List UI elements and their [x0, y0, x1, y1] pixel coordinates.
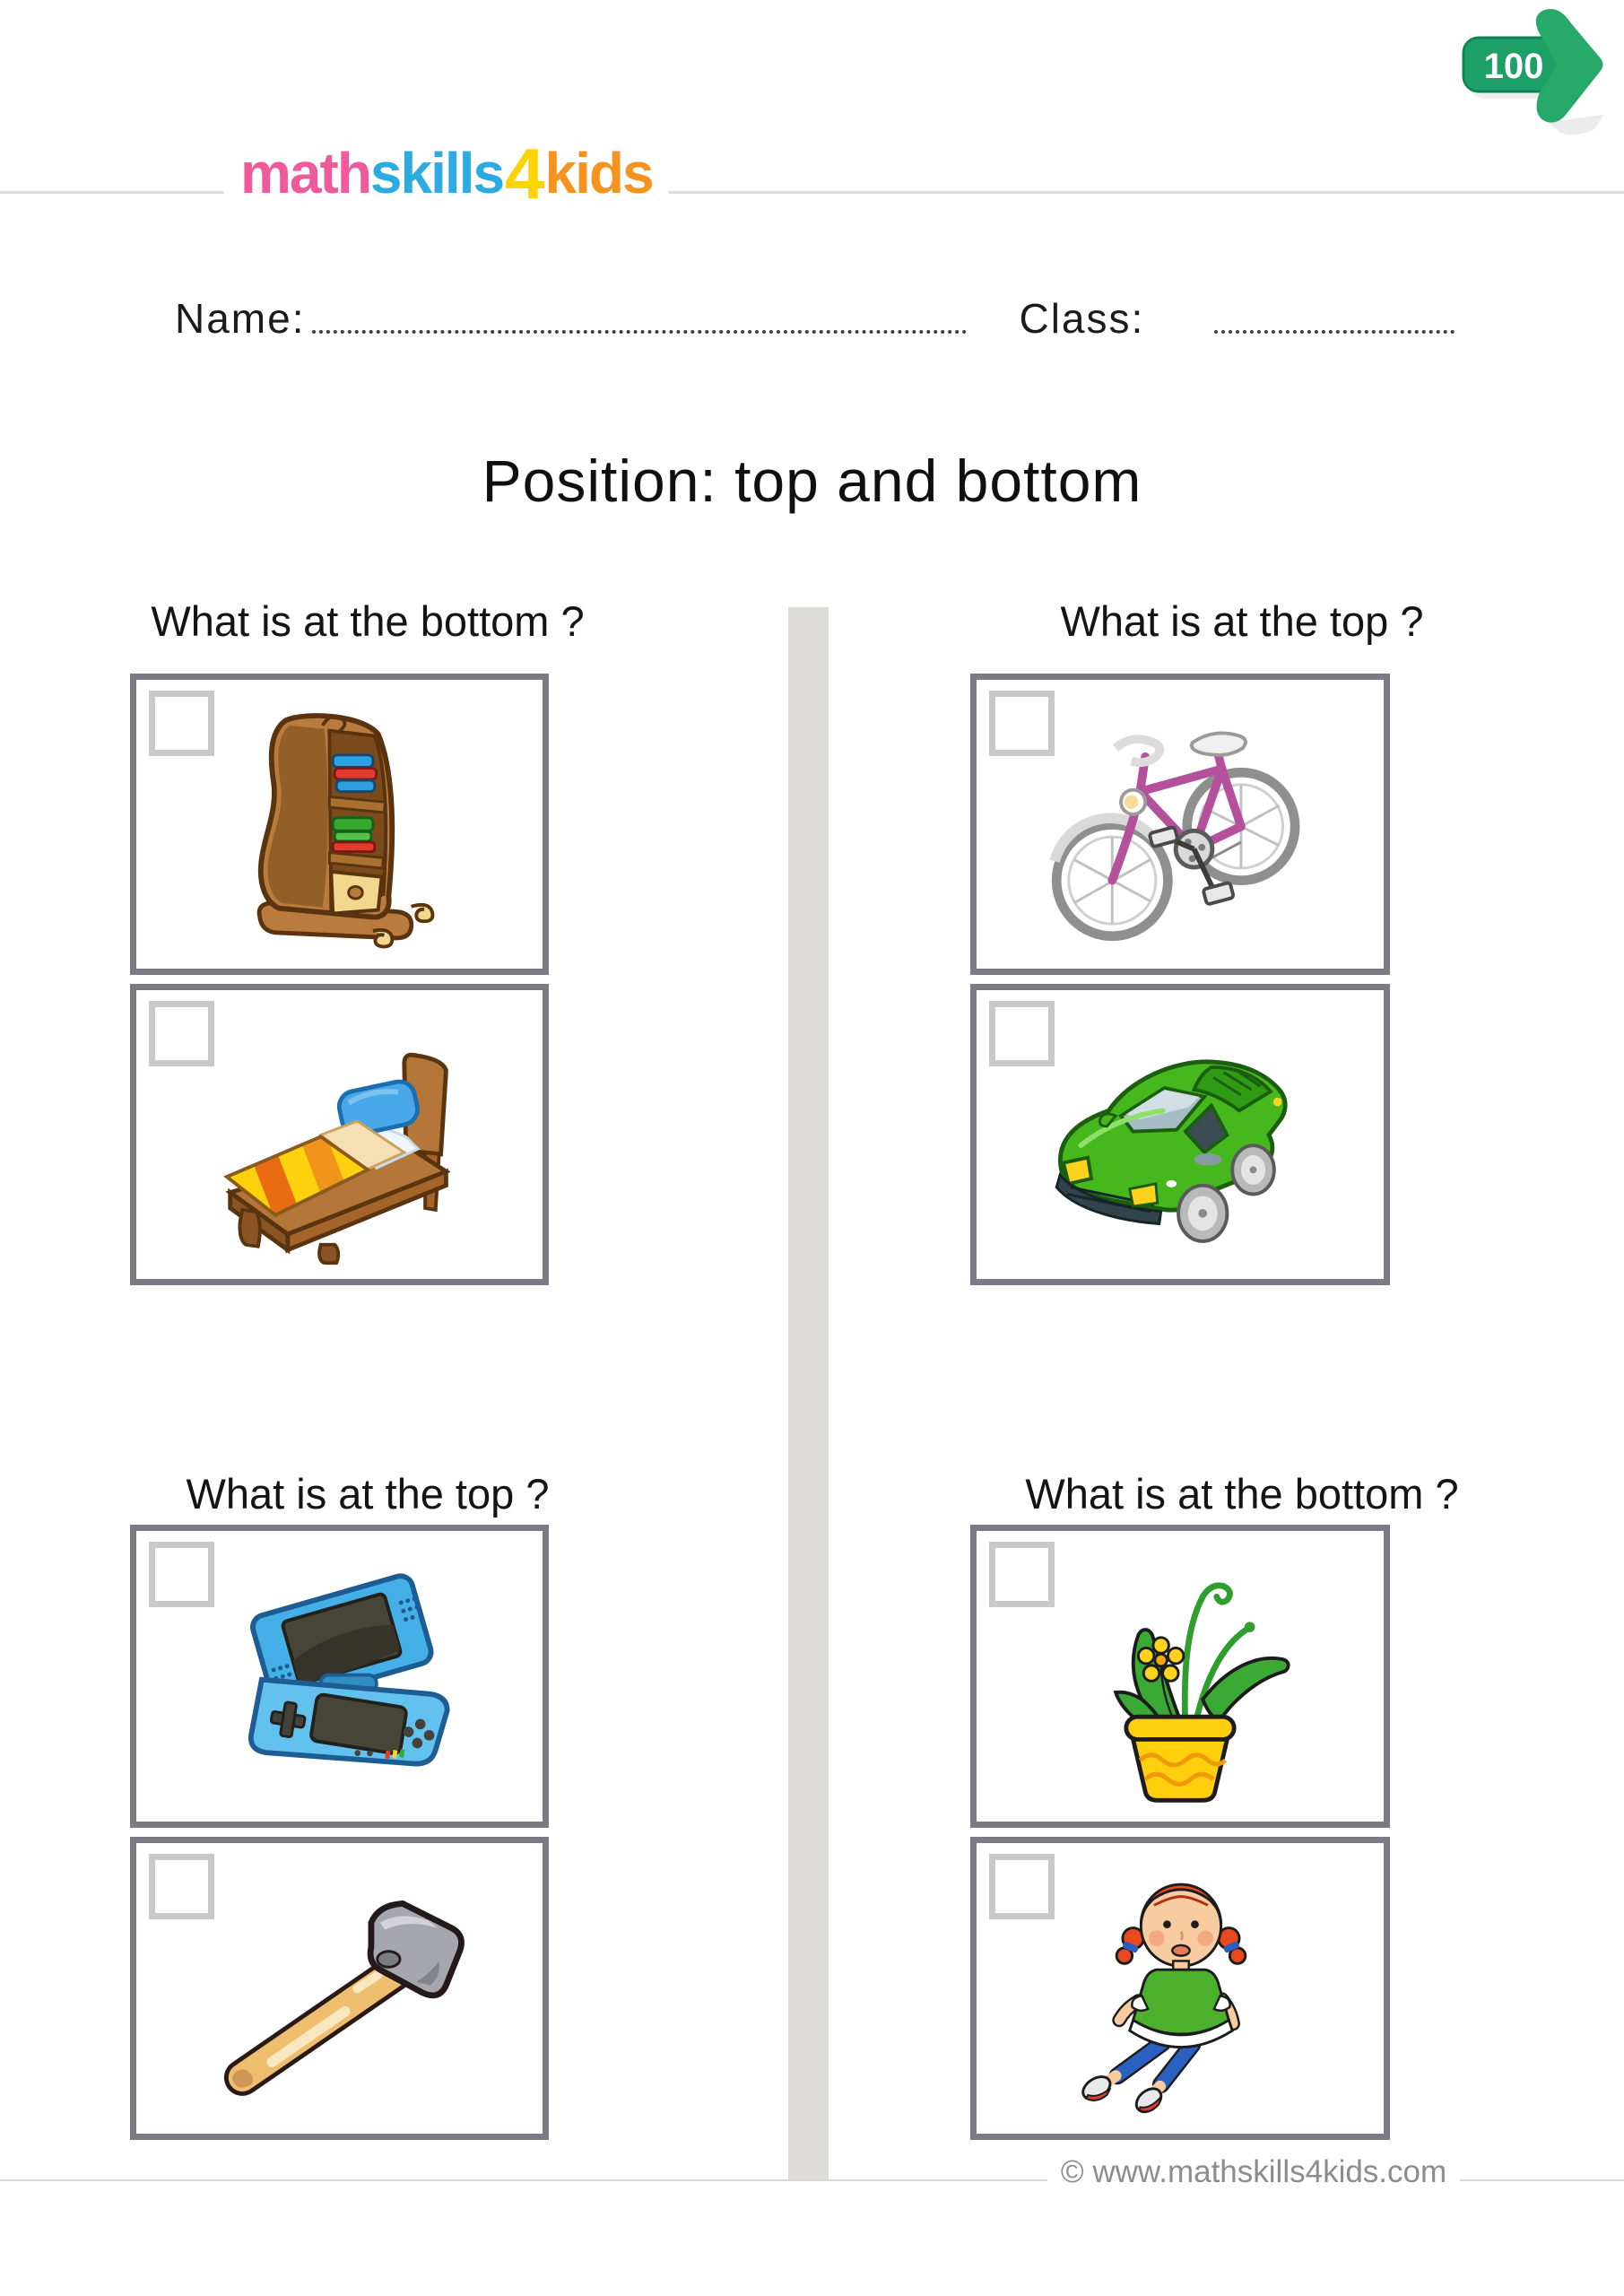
name-write-line[interactable] [312, 330, 967, 334]
answer-checkbox[interactable] [989, 1542, 1055, 1607]
answer-box-bicycle [970, 674, 1390, 975]
score-badge-value: 100 [1483, 47, 1544, 86]
answer-box-plant [970, 1525, 1390, 1828]
score-badge [1442, 7, 1617, 137]
answer-checkbox[interactable] [149, 691, 214, 756]
logo-part-skills: skills [369, 141, 504, 205]
answer-checkbox[interactable] [149, 1542, 214, 1607]
answer-checkbox[interactable] [989, 691, 1055, 756]
answer-box-game-console [130, 1525, 549, 1828]
class-write-line[interactable] [1214, 330, 1455, 334]
student-id-row [175, 294, 1495, 343]
question-3-prompt: What is at the top ? [186, 1470, 550, 1518]
answer-box-wardrobe [130, 674, 549, 975]
answer-box-doll [970, 1837, 1390, 2140]
logo-part-kids: kids [544, 141, 653, 205]
page-title: Position: top and bottom [482, 448, 1142, 514]
answer-checkbox[interactable] [989, 1854, 1055, 1919]
answer-checkbox[interactable] [989, 1001, 1055, 1066]
answer-checkbox[interactable] [149, 1854, 214, 1919]
logo-part-math: math [240, 141, 370, 205]
copyright-text: © www.mathskills4kids.com [1047, 2154, 1460, 2190]
question-4-prompt: What is at the bottom ? [1025, 1470, 1459, 1518]
mathskills4kids-logo [224, 133, 669, 215]
name-label: Name: [175, 295, 306, 342]
answer-checkbox[interactable] [149, 1001, 214, 1066]
answer-box-bed [130, 984, 549, 1285]
question-2-prompt: What is at the top ? [1060, 597, 1424, 645]
answer-box-truck [970, 984, 1390, 1285]
answer-box-hammer [130, 1837, 549, 2140]
logo-part-4: 4 [505, 134, 543, 213]
column-divider [788, 607, 829, 2179]
question-1-prompt: What is at the bottom ? [151, 597, 585, 645]
class-label: Class: [1019, 295, 1145, 342]
